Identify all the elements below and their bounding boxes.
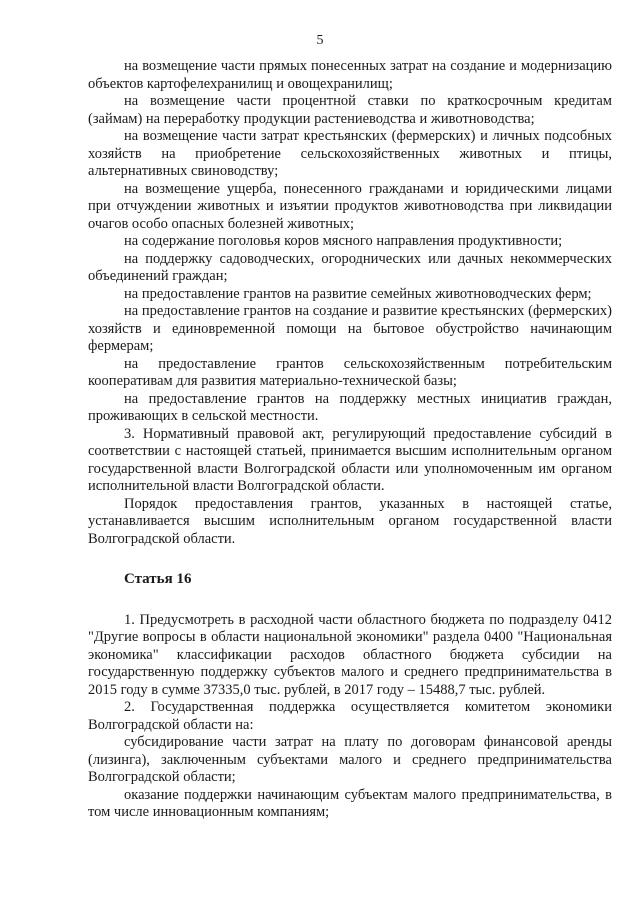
page-number: 5 [316,33,324,48]
spacer [88,548,612,571]
paragraph: субсидирование части затрат на плату по договорам финансовой аренды (лизинга), заключенным субъектами малого и среднего предпринимательства Волгоградской области; [88,734,612,785]
paragraph: на предоставление грантов на поддержку местных инициатив граждан, проживающих в сельской местности. [88,390,612,424]
paragraph: оказание поддержки начинающим субъектам малого предпринимательства, в том числе инновационным компаниям; [88,786,612,820]
paragraph: на содержание поголовья коров мясного направления продуктивности; [124,233,563,249]
paragraph: на возмещение части процентной ставки по краткосрочным кредитам (займам) на переработку продукции растениеводства и животноводства; [88,93,612,127]
paragraph: на возмещение ущерба, понесенного гражданами и юридическими лицами при отчуждении животных и изъятии продуктов животноводства при ликвидации очагов особо опасных болезней животных; [88,180,612,232]
spacer [88,589,612,612]
paragraph: 3. Нормативный правовой акт, регулирующий предоставление субсидий в соответствии с настоящей статьей, принимается высшим исполнительным органом государственной власти Волгоградской области или уполномоченным им органом исполнительной власти Волгоградской области. [88,425,612,494]
paragraph: на предоставление грантов на развитие семейных животноводческих ферм; [124,285,592,302]
paragraph: 1. Предусмотреть в расходной части областного бюджета по подразделу 0412 "Другие вопросы в области национальной экономики" раздела 0400 "Национальная экономика" классификации расходов областного бюджета субсидии на государственную поддержку субъектов малого и среднего предпринимательства в 2015 году в сумме 37335,0 тыс. рублей, в 2017 году – 15488,7 тыс. рублей. [88,611,612,698]
article-heading: Статья 16 [124,571,192,587]
paragraph: на возмещение части затрат крестьянских (фермерских) и личных подсобных хозяйств на приобретение сельскохозяйственных животных и птицы, альтернативных свиноводству; [88,128,612,179]
paragraph: 2. Государственная поддержка осуществляется комитетом экономики Волгоградской области на: [88,699,612,733]
paragraph: на предоставление грантов на создание и развитие крестьянских (фермерских) хозяйств и единовременной помощи на бытовое обустройство начинающим фермерам; [88,303,612,354]
paragraph: на предоставление грантов сельскохозяйственным потребительским кооперативам для развития материально-технической базы; [88,355,612,389]
paragraph: на поддержку садоводческих, огороднических или дачных некоммерческих объединений граждан; [88,250,612,284]
paragraph: на возмещение части прямых понесенных затрат на создание и модернизацию объектов картофелехранилищ и овощехранилищ; [88,58,612,92]
document-body [88,58,612,822]
paragraph: Порядок предоставления грантов, указанных в настоящей статье, устанавливается высшим исполнительным органом государственной власти Волгоградской области. [88,495,612,547]
